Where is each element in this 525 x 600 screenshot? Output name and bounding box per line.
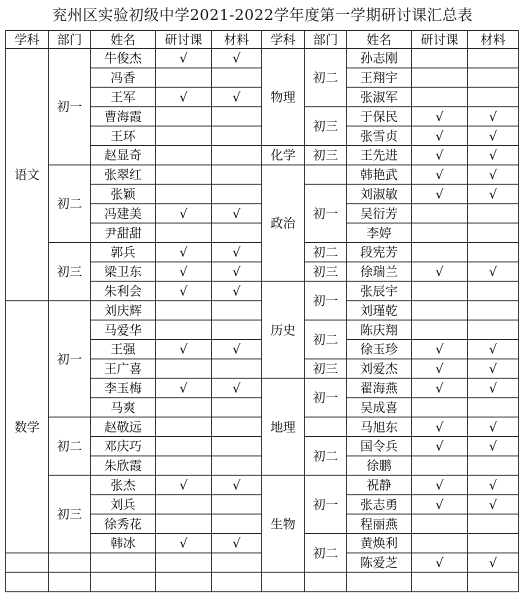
seminar-check: √ xyxy=(435,167,444,183)
teacher-name: 祝静 xyxy=(366,477,392,493)
material-check: √ xyxy=(232,380,241,396)
teacher-name: 于保民 xyxy=(360,108,398,124)
department-cell: 初二 xyxy=(312,244,339,260)
subject-cell: 政治 xyxy=(270,215,296,231)
teacher-name: 王先进 xyxy=(360,147,398,163)
teacher-name: 张杰 xyxy=(110,477,136,493)
teacher-name: 冯香 xyxy=(110,70,136,86)
seminar-check: √ xyxy=(435,380,444,396)
teacher-name: 孙志刚 xyxy=(360,50,398,66)
teacher-name: 冯建美 xyxy=(104,205,142,221)
teacher-name: 张辰宇 xyxy=(360,283,398,299)
department-cell: 初一 xyxy=(312,293,339,309)
material-check: √ xyxy=(489,438,497,454)
teacher-name: 陈庆翔 xyxy=(360,322,398,338)
material-check: √ xyxy=(232,50,241,66)
teacher-name: 曹海霞 xyxy=(104,108,142,124)
seminar-check: √ xyxy=(179,89,188,105)
department-cell: 初二 xyxy=(56,438,83,454)
seminar-check: √ xyxy=(435,419,444,435)
teacher-name: 郭兵 xyxy=(110,244,136,260)
subject-cell: 数学 xyxy=(14,419,40,435)
table-title: 兖州区实验初级中学2021-2022学年度第一学期研讨课汇总表 xyxy=(52,6,473,24)
teacher-name: 王强 xyxy=(110,341,136,357)
material-check: √ xyxy=(489,186,497,202)
column-header: 学科 xyxy=(14,32,40,47)
subject-cell: 生物 xyxy=(270,516,296,532)
teacher-name: 朱欣霞 xyxy=(104,458,142,474)
department-cell: 初二 xyxy=(312,332,339,347)
teacher-name: 程丽燕 xyxy=(360,516,398,532)
material-check: √ xyxy=(489,128,497,144)
teacher-name: 张雪贞 xyxy=(360,128,398,144)
teacher-name: 吴成喜 xyxy=(360,399,398,415)
teacher-name: 马爽 xyxy=(110,399,136,415)
material-check: √ xyxy=(232,89,241,105)
department-cell: 初二 xyxy=(312,448,339,464)
subject-cell: 化学 xyxy=(270,147,296,163)
table-grid xyxy=(5,30,519,596)
seminar-check: √ xyxy=(435,361,444,377)
seminar-check: √ xyxy=(435,186,444,202)
department-cell: 初一 xyxy=(56,99,83,115)
subject-cell: 地理 xyxy=(270,419,296,435)
department-cell: 初三 xyxy=(56,264,83,280)
teacher-name: 王军 xyxy=(110,89,136,105)
seminar-check: √ xyxy=(435,477,444,493)
teacher-name: 刘兵 xyxy=(110,496,136,512)
teacher-name: 黄焕利 xyxy=(360,535,398,551)
material-check: √ xyxy=(489,496,497,512)
seminar-check: √ xyxy=(179,244,188,260)
teacher-name: 尹甜甜 xyxy=(104,225,142,241)
teacher-name: 赵敬远 xyxy=(104,419,142,435)
column-header: 材料 xyxy=(223,32,250,47)
seminar-check: √ xyxy=(179,477,188,493)
material-check: √ xyxy=(489,361,497,377)
department-cell: 初二 xyxy=(312,70,339,86)
material-check: √ xyxy=(232,283,241,299)
material-check: √ xyxy=(489,341,497,357)
material-check: √ xyxy=(232,244,241,260)
department-cell: 初三 xyxy=(312,264,339,280)
department-cell: 初一 xyxy=(312,496,339,512)
column-header: 部门 xyxy=(56,32,83,47)
department-cell: 初一 xyxy=(312,390,339,406)
seminar-check: √ xyxy=(179,283,188,299)
seminar-summary-table xyxy=(5,30,519,596)
teacher-name: 刘爱杰 xyxy=(360,361,398,377)
column-header: 研讨课 xyxy=(164,32,203,47)
material-check: √ xyxy=(489,264,497,280)
material-check: √ xyxy=(489,555,497,571)
material-check: √ xyxy=(489,419,497,435)
teacher-name: 刘淑敏 xyxy=(360,186,398,202)
teacher-name: 国令兵 xyxy=(360,438,398,454)
teacher-name: 吴衍芳 xyxy=(360,205,398,221)
teacher-name: 陈爱芝 xyxy=(360,555,398,571)
teacher-name: 徐瑞兰 xyxy=(360,264,398,280)
seminar-check: √ xyxy=(435,147,444,163)
seminar-check: √ xyxy=(179,264,188,280)
department-cell: 初二 xyxy=(312,545,339,561)
material-check: √ xyxy=(489,477,497,493)
teacher-name: 张志勇 xyxy=(360,496,398,512)
material-check: √ xyxy=(232,264,241,280)
material-check: √ xyxy=(489,108,497,124)
department-cell: 初三 xyxy=(56,506,83,522)
subject-cell: 物理 xyxy=(270,89,296,105)
teacher-name: 王翔宇 xyxy=(360,70,398,86)
seminar-check: √ xyxy=(179,341,188,357)
seminar-check: √ xyxy=(179,535,188,551)
teacher-name: 刘庆辉 xyxy=(104,302,142,318)
seminar-check: √ xyxy=(435,496,444,512)
seminar-check: √ xyxy=(435,555,444,571)
seminar-check: √ xyxy=(435,108,444,124)
column-header: 学科 xyxy=(270,32,296,47)
teacher-name: 马旭东 xyxy=(360,419,398,435)
teacher-name: 马爱华 xyxy=(104,322,142,338)
teacher-name: 赵显奇 xyxy=(104,147,142,163)
teacher-name: 韩冰 xyxy=(110,535,136,551)
teacher-name: 牛俊杰 xyxy=(104,50,142,66)
teacher-name: 张淑军 xyxy=(360,89,398,105)
teacher-name: 李玉梅 xyxy=(104,380,142,396)
teacher-name: 徐鹏 xyxy=(366,458,392,474)
column-header: 部门 xyxy=(312,32,339,47)
teacher-name: 梁卫东 xyxy=(104,264,142,280)
teacher-name: 韩艳武 xyxy=(360,167,398,183)
material-check: √ xyxy=(489,147,497,163)
teacher-name: 张颖 xyxy=(110,186,136,202)
material-check: √ xyxy=(232,341,241,357)
seminar-check: √ xyxy=(435,438,444,454)
department-cell: 初三 xyxy=(312,118,339,134)
department-cell: 初二 xyxy=(56,196,83,212)
teacher-name: 李婷 xyxy=(366,225,392,241)
teacher-name: 刘瑾乾 xyxy=(360,302,398,318)
department-cell: 初三 xyxy=(312,147,339,163)
teacher-name: 朱利会 xyxy=(104,283,142,299)
material-check: √ xyxy=(232,477,241,493)
material-check: √ xyxy=(232,535,241,551)
department-cell: 初三 xyxy=(312,361,339,377)
teacher-name: 徐玉珍 xyxy=(360,341,398,357)
seminar-check: √ xyxy=(435,341,444,357)
department-cell: 初一 xyxy=(312,205,339,221)
subject-cell: 历史 xyxy=(270,322,296,338)
seminar-check: √ xyxy=(435,128,444,144)
teacher-name: 王广喜 xyxy=(104,361,142,377)
teacher-name: 翟海燕 xyxy=(360,380,398,396)
material-check: √ xyxy=(232,205,241,221)
teacher-name: 徐秀花 xyxy=(104,516,142,532)
teacher-name: 张翠红 xyxy=(104,167,142,183)
teacher-name: 王环 xyxy=(110,128,136,144)
teacher-name: 邓庆巧 xyxy=(104,438,142,454)
subject-cell: 语文 xyxy=(14,167,40,183)
seminar-check: √ xyxy=(179,50,188,66)
material-check: √ xyxy=(489,380,497,396)
seminar-check: √ xyxy=(435,264,444,280)
column-header: 姓名 xyxy=(110,32,136,47)
material-check: √ xyxy=(489,167,497,183)
column-header: 材料 xyxy=(480,32,506,47)
seminar-check: √ xyxy=(179,380,188,396)
teacher-name: 段宪芳 xyxy=(360,244,398,260)
seminar-check: √ xyxy=(179,205,188,221)
column-header: 姓名 xyxy=(366,32,392,47)
column-header: 研讨课 xyxy=(420,32,459,47)
department-cell: 初一 xyxy=(56,351,83,367)
